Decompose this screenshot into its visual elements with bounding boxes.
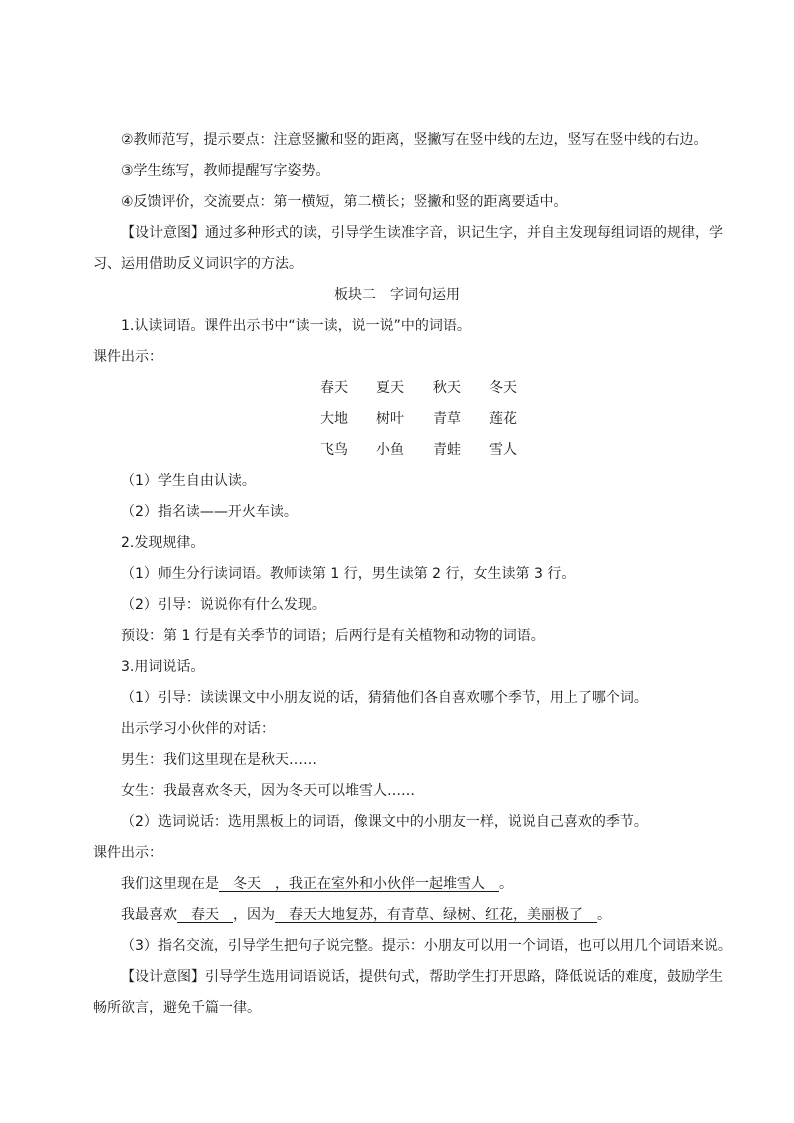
word-cell: 小鱼 [376, 442, 404, 458]
word-cell: 大地 [320, 411, 348, 427]
sub-step-3-3: （3）指名交流，引导学生把句子说完整。提示：小朋友可以用一个词语，也可以用几个词语来说。 [121, 938, 732, 954]
fill-1-period: 。 [499, 876, 513, 892]
sub-step-1-2: （2）指名读——开火车读。 [121, 504, 298, 520]
word-cell: 青草 [433, 411, 461, 427]
design-intent-2-line-2: 畅所欲言，避免千篇一律。 [93, 1000, 261, 1016]
fill-sentence-2 [121, 905, 611, 925]
dialog-girl: 女生：我最喜欢冬天，因为冬天可以堆雪人…… [121, 783, 415, 799]
word-cell: 青蛙 [433, 442, 461, 458]
word-cell: 雪人 [489, 442, 517, 458]
word-cell: 冬天 [489, 380, 517, 396]
sub-step-1-1: （1）学生自由认读。 [121, 473, 256, 489]
sub-step-2-2: （2）引导：说说你有什么发现。 [121, 597, 326, 613]
fill-sentence-1 [121, 874, 513, 894]
fill-1-blank-season: 冬天 [219, 876, 275, 892]
word-cell: 树叶 [376, 411, 404, 427]
fill-2-period: 。 [597, 907, 611, 923]
item-1-heading: 1.认读词语。课件出示书中“读一读，说一说”中的词语。 [121, 318, 471, 334]
fill-1-blank-activity: 我正在室外和小伙伴一起堆雪人 [289, 876, 499, 892]
word-row [320, 440, 520, 460]
courseware-label-2: 课件出示： [93, 845, 163, 861]
sub-step-3-1: （1）引导：读读课文中小朋友说的话，猜猜他们各自喜欢哪个季节，用上了哪个词。 [121, 690, 648, 706]
section-title: 板块二 字词句运用 [334, 287, 460, 303]
sub-step-3-2: （2）选词说话：选用黑板上的词语，像课文中的小朋友一样，说说自己喜欢的季节。 [121, 814, 648, 830]
courseware-label-1: 课件出示： [93, 349, 163, 365]
fill-1-prefix: 我们这里现在是 [121, 876, 219, 892]
step-2-text: ②教师范写，提示要点：注意竖撇和竖的距离，竖撇写在竖中线的左边，竖写在竖中线的右边。 [121, 132, 708, 148]
fill-2-because: ，因为 [233, 907, 275, 923]
dialog-boy: 男生：我们这里现在是秋天…… [121, 752, 317, 768]
design-intent-1-line-1: 【设计意图】通过多种形式的读，引导学生读准字音，识记生字，并自主发现每组词语的规律，学 [121, 225, 723, 241]
word-cell: 秋天 [433, 380, 461, 396]
fill-2-prefix: 我最喜欢 [121, 907, 177, 923]
design-intent-2-line-1: 【设计意图】引导学生选用词语说话，提供句式，帮助学生打开思路，降低说话的难度，鼓励学生 [121, 969, 723, 985]
dialog-intro: 出示学习小伙伴的对话： [121, 721, 275, 737]
word-cell: 飞鸟 [320, 442, 348, 458]
word-cell: 春天 [320, 380, 348, 396]
word-cell: 夏天 [376, 380, 404, 396]
step-3-text: ③学生练写，教师提醒写字姿势。 [121, 163, 330, 179]
fill-1-comma: ， [275, 876, 289, 892]
word-cell: 莲花 [489, 411, 517, 427]
sub-step-2-1: （1）师生分行读词语。教师读第 1 行，男生读第 2 行，女生读第 3 行。 [121, 566, 576, 582]
fill-2-blank-season: 春天 [177, 907, 233, 923]
item-3-heading: 3.用词说话。 [121, 659, 205, 675]
step-4-text: ④反馈评价，交流要点：第一横短，第二横长；竖撇和竖的距离要适中。 [121, 194, 568, 210]
design-intent-1-line-2: 习、运用借助反义词识字的方法。 [93, 256, 303, 272]
preset-answer: 预设：第 1 行是有关季节的词语；后两行是有关植物和动物的词语。 [121, 628, 545, 644]
word-row [320, 409, 520, 429]
word-row [320, 378, 520, 398]
item-2-heading: 2.发现规律。 [121, 535, 205, 551]
fill-2-blank-reason: 春天大地复苏，有青草、绿树、红花，美丽极了 [275, 907, 597, 923]
